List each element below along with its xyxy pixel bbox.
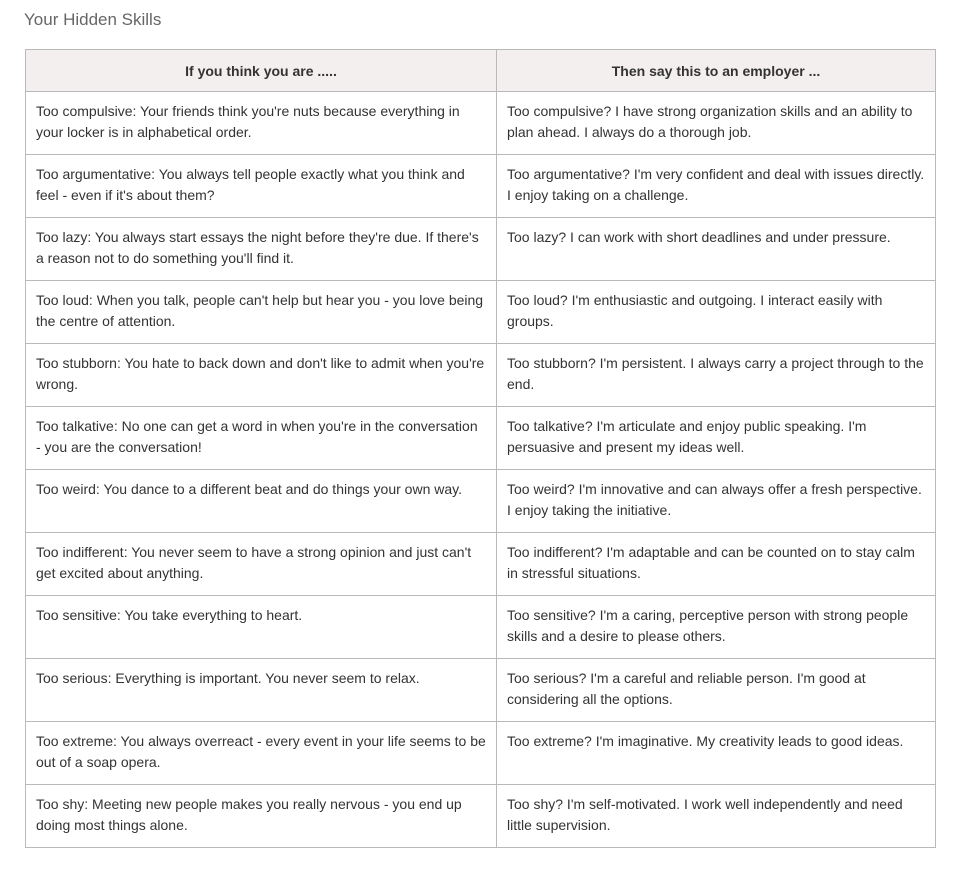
cell-think: Too indifferent: You never seem to have a strong opinion and just can't get excited about anything. <box>26 533 497 596</box>
cell-think: Too compulsive: Your friends think you're nuts because everything in your locker is in alphabetical order. <box>26 92 497 155</box>
cell-say: Too indifferent? I'm adaptable and can be counted on to stay calm in stressful situations. <box>497 533 936 596</box>
cell-say: Too sensitive? I'm a caring, perceptive person with strong people skills and a desire to please others. <box>497 596 936 659</box>
cell-say: Too extreme? I'm imaginative. My creativity leads to good ideas. <box>497 722 936 785</box>
cell-say: Too shy? I'm self-motivated. I work well independently and need little supervision. <box>497 785 936 848</box>
table-row <box>26 722 936 785</box>
cell-say: Too loud? I'm enthusiastic and outgoing. I interact easily with groups. <box>497 281 936 344</box>
table-row <box>26 596 936 659</box>
table-row <box>26 344 936 407</box>
column-header-think: If you think you are ..... <box>26 50 497 92</box>
page-title: Your Hidden Skills <box>24 10 162 29</box>
table-row <box>26 92 936 155</box>
table-row <box>26 155 936 218</box>
cell-say: Too compulsive? I have strong organization skills and an ability to plan ahead. I always do a thorough job. <box>497 92 936 155</box>
cell-think: Too extreme: You always overreact - every event in your life seems to be out of a soap opera. <box>26 722 497 785</box>
cell-say: Too lazy? I can work with short deadlines and under pressure. <box>497 218 936 281</box>
cell-say: Too talkative? I'm articulate and enjoy public speaking. I'm persuasive and present my ideas well. <box>497 407 936 470</box>
table-row <box>26 470 936 533</box>
cell-say: Too weird? I'm innovative and can always offer a fresh perspective. I enjoy taking the initiative. <box>497 470 936 533</box>
table-row <box>26 218 936 281</box>
cell-say: Too serious? I'm a careful and reliable person. I'm good at considering all the options. <box>497 659 936 722</box>
column-header-say: Then say this to an employer ... <box>497 50 936 92</box>
table-row <box>26 281 936 344</box>
table-row <box>26 785 936 848</box>
cell-think: Too serious: Everything is important. You never seem to relax. <box>26 659 497 722</box>
cell-think: Too weird: You dance to a different beat and do things your own way. <box>26 470 497 533</box>
cell-think: Too talkative: No one can get a word in when you're in the conversation - you are the conversation! <box>26 407 497 470</box>
table-row <box>26 407 936 470</box>
cell-think: Too shy: Meeting new people makes you really nervous - you end up doing most things alone. <box>26 785 497 848</box>
table-row <box>26 533 936 596</box>
cell-think: Too loud: When you talk, people can't help but hear you - you love being the centre of attention. <box>26 281 497 344</box>
cell-think: Too stubborn: You hate to back down and don't like to admit when you're wrong. <box>26 344 497 407</box>
table-header-row <box>26 50 936 92</box>
cell-say: Too stubborn? I'm persistent. I always carry a project through to the end. <box>497 344 936 407</box>
cell-think: Too argumentative: You always tell people exactly what you think and feel - even if it's about them? <box>26 155 497 218</box>
table-row <box>26 659 936 722</box>
cell-think: Too sensitive: You take everything to heart. <box>26 596 497 659</box>
cell-say: Too argumentative? I'm very confident and deal with issues directly. I enjoy taking on a challenge. <box>497 155 936 218</box>
cell-think: Too lazy: You always start essays the night before they're due. If there's a reason not to do something you'll find it. <box>26 218 497 281</box>
skills-table <box>25 49 936 848</box>
